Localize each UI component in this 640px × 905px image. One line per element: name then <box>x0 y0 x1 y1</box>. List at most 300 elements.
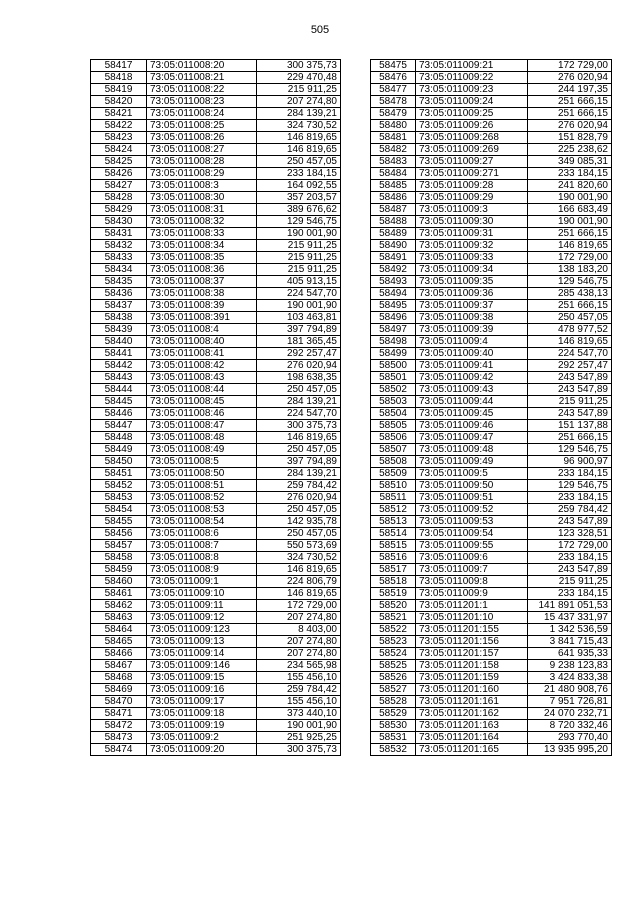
cadastral-number-cell: 73:05:011009:10 <box>147 588 257 600</box>
row-number-cell: 58445 <box>91 396 147 408</box>
table-row <box>371 360 612 372</box>
row-number-cell: 58505 <box>371 420 416 432</box>
table-row <box>371 720 612 732</box>
row-number-cell: 58444 <box>91 384 147 396</box>
value-cell: 155 456,10 <box>257 696 341 708</box>
table-row <box>91 564 341 576</box>
value-cell: 276 020,94 <box>528 72 612 84</box>
value-cell: 172 729,00 <box>528 252 612 264</box>
value-cell: 190 001,90 <box>257 720 341 732</box>
cadastral-number-cell: 73:05:011008:44 <box>147 384 257 396</box>
cadastral-number-cell: 73:05:011008:391 <box>147 312 257 324</box>
value-cell: 224 547,70 <box>257 288 341 300</box>
value-cell: 215 911,25 <box>257 84 341 96</box>
cadastral-number-cell: 73:05:011201:165 <box>416 744 528 756</box>
table-row <box>91 708 341 720</box>
cadastral-number-cell: 73:05:011008:33 <box>147 228 257 240</box>
table-row <box>371 216 612 228</box>
table-row <box>91 420 341 432</box>
row-number-cell: 58512 <box>371 504 416 516</box>
table-row <box>91 672 341 684</box>
table-row <box>371 468 612 480</box>
row-number-cell: 58466 <box>91 648 147 660</box>
table-row <box>91 228 341 240</box>
row-number-cell: 58484 <box>371 168 416 180</box>
row-number-cell: 58526 <box>371 672 416 684</box>
cadastral-number-cell: 73:05:011008:20 <box>147 60 257 72</box>
value-cell: 250 457,05 <box>257 528 341 540</box>
table-row <box>91 348 341 360</box>
cadastral-number-cell: 73:05:011008:38 <box>147 288 257 300</box>
row-number-cell: 58452 <box>91 480 147 492</box>
value-cell: 146 819,65 <box>257 132 341 144</box>
value-cell: 190 001,90 <box>528 192 612 204</box>
value-cell: 172 729,00 <box>257 600 341 612</box>
cadastral-number-cell: 73:05:011008:6 <box>147 528 257 540</box>
value-cell: 123 328,51 <box>528 528 612 540</box>
row-number-cell: 58429 <box>91 204 147 216</box>
table-row <box>371 564 612 576</box>
value-cell: 233 184,15 <box>528 168 612 180</box>
row-number-cell: 58480 <box>371 120 416 132</box>
row-number-cell: 58441 <box>91 348 147 360</box>
table-row <box>91 168 341 180</box>
table-row <box>371 624 612 636</box>
row-number-cell: 58502 <box>371 384 416 396</box>
value-cell: 190 001,90 <box>257 228 341 240</box>
table-row <box>371 72 612 84</box>
value-cell: 243 547,89 <box>528 408 612 420</box>
table-row <box>91 624 341 636</box>
table-row <box>91 132 341 144</box>
cadastral-number-cell: 73:05:011008:45 <box>147 396 257 408</box>
value-cell: 397 794,89 <box>257 456 341 468</box>
row-number-cell: 58435 <box>91 276 147 288</box>
table-row <box>371 252 612 264</box>
row-number-cell: 58514 <box>371 528 416 540</box>
cadastral-number-cell: 73:05:011009:32 <box>416 240 528 252</box>
value-cell: 3 841 715,43 <box>528 636 612 648</box>
row-number-cell: 58507 <box>371 444 416 456</box>
row-number-cell: 58513 <box>371 516 416 528</box>
cadastral-number-cell: 73:05:011009:28 <box>416 180 528 192</box>
cadastral-number-cell: 73:05:011009:9 <box>416 588 528 600</box>
row-number-cell: 58519 <box>371 588 416 600</box>
cadastral-number-cell: 73:05:011008:4 <box>147 324 257 336</box>
table-row <box>91 720 341 732</box>
value-cell: 250 457,05 <box>528 312 612 324</box>
cadastral-number-cell: 73:05:011008:23 <box>147 96 257 108</box>
table-row <box>91 144 341 156</box>
table-row <box>371 60 612 72</box>
row-number-cell: 58476 <box>371 72 416 84</box>
table-row <box>91 240 341 252</box>
cadastral-number-cell: 73:05:011008:49 <box>147 444 257 456</box>
value-cell: 250 457,05 <box>257 444 341 456</box>
table-row <box>91 180 341 192</box>
value-cell: 207 274,80 <box>257 648 341 660</box>
value-cell: 207 274,80 <box>257 96 341 108</box>
cadastral-number-cell: 73:05:011008:32 <box>147 216 257 228</box>
cadastral-number-cell: 73:05:011201:161 <box>416 696 528 708</box>
table-row <box>91 108 341 120</box>
row-number-cell: 58520 <box>371 600 416 612</box>
value-cell: 478 977,52 <box>528 324 612 336</box>
table-row <box>91 540 341 552</box>
value-cell: 229 470,48 <box>257 72 341 84</box>
cadastral-number-cell: 73:05:011009:2 <box>147 732 257 744</box>
row-number-cell: 58504 <box>371 408 416 420</box>
row-number-cell: 58477 <box>371 84 416 96</box>
value-cell: 224 547,70 <box>528 348 612 360</box>
cadastral-number-cell: 73:05:011009:39 <box>416 324 528 336</box>
table-row <box>371 432 612 444</box>
table-row <box>371 300 612 312</box>
cadastral-number-cell: 73:05:011008:42 <box>147 360 257 372</box>
row-number-cell: 58479 <box>371 108 416 120</box>
table-row <box>91 516 341 528</box>
table-row <box>371 636 612 648</box>
table-row <box>91 216 341 228</box>
row-number-cell: 58481 <box>371 132 416 144</box>
cadastral-number-cell: 73:05:011201:160 <box>416 684 528 696</box>
value-cell: 324 730,52 <box>257 120 341 132</box>
value-cell: 284 139,21 <box>257 396 341 408</box>
cadastral-number-cell: 73:05:011009:1 <box>147 576 257 588</box>
table-row <box>91 588 341 600</box>
value-cell: 164 092,55 <box>257 180 341 192</box>
table-row <box>91 360 341 372</box>
row-number-cell: 58423 <box>91 132 147 144</box>
row-number-cell: 58421 <box>91 108 147 120</box>
row-number-cell: 58456 <box>91 528 147 540</box>
cadastral-number-cell: 73:05:011009:7 <box>416 564 528 576</box>
value-cell: 146 819,65 <box>528 336 612 348</box>
value-cell: 284 139,21 <box>257 468 341 480</box>
row-number-cell: 58427 <box>91 180 147 192</box>
cadastral-number-cell: 73:05:011009:40 <box>416 348 528 360</box>
cadastral-number-cell: 73:05:011009:271 <box>416 168 528 180</box>
table-row <box>91 612 341 624</box>
table-row <box>371 612 612 624</box>
value-cell: 129 546,75 <box>528 276 612 288</box>
value-cell: 129 546,75 <box>257 216 341 228</box>
value-cell: 324 730,52 <box>257 552 341 564</box>
cadastral-number-cell: 73:05:011009:22 <box>416 72 528 84</box>
value-cell: 233 184,15 <box>528 492 612 504</box>
value-cell: 215 911,25 <box>528 396 612 408</box>
cadastral-number-cell: 73:05:011009:34 <box>416 264 528 276</box>
value-cell: 215 911,25 <box>528 576 612 588</box>
row-number-cell: 58471 <box>91 708 147 720</box>
cadastral-number-cell: 73:05:011009:8 <box>416 576 528 588</box>
value-cell: 129 546,75 <box>528 480 612 492</box>
table-row <box>371 408 612 420</box>
table-row <box>91 684 341 696</box>
cadastral-number-cell: 73:05:011008:53 <box>147 504 257 516</box>
table-row <box>91 312 341 324</box>
table-row <box>371 240 612 252</box>
row-number-cell: 58472 <box>91 720 147 732</box>
table-row <box>371 96 612 108</box>
row-number-cell: 58531 <box>371 732 416 744</box>
value-cell: 397 794,89 <box>257 324 341 336</box>
cadastral-number-cell: 73:05:011009:45 <box>416 408 528 420</box>
value-cell: 215 911,25 <box>257 264 341 276</box>
cadastral-number-cell: 73:05:011009:16 <box>147 684 257 696</box>
cadastral-number-cell: 73:05:011009:42 <box>416 372 528 384</box>
cadastral-number-cell: 73:05:011008:54 <box>147 516 257 528</box>
value-cell: 250 457,05 <box>257 384 341 396</box>
table-row <box>371 492 612 504</box>
row-number-cell: 58492 <box>371 264 416 276</box>
value-cell: 357 203,57 <box>257 192 341 204</box>
row-number-cell: 58470 <box>91 696 147 708</box>
value-cell: 24 070 232,71 <box>528 708 612 720</box>
cadastral-number-cell: 73:05:011008:28 <box>147 156 257 168</box>
value-cell: 3 424 833,38 <box>528 672 612 684</box>
value-cell: 9 238 123,83 <box>528 660 612 672</box>
value-cell: 15 437 331,97 <box>528 612 612 624</box>
cadastral-number-cell: 73:05:011008:36 <box>147 264 257 276</box>
cadastral-number-cell: 73:05:011009:146 <box>147 660 257 672</box>
cadastral-number-cell: 73:05:011009:54 <box>416 528 528 540</box>
cadastral-number-cell: 73:05:011009:46 <box>416 420 528 432</box>
table-row <box>91 384 341 396</box>
table-row <box>371 204 612 216</box>
value-cell: 103 463,81 <box>257 312 341 324</box>
value-cell: 259 784,42 <box>528 504 612 516</box>
value-cell: 251 666,15 <box>528 96 612 108</box>
row-number-cell: 58474 <box>91 744 147 756</box>
table-row <box>91 576 341 588</box>
row-number-cell: 58496 <box>371 312 416 324</box>
cadastral-number-cell: 73:05:011009:6 <box>416 552 528 564</box>
row-number-cell: 58524 <box>371 648 416 660</box>
cadastral-number-cell: 73:05:011009:19 <box>147 720 257 732</box>
row-number-cell: 58446 <box>91 408 147 420</box>
table-row <box>371 372 612 384</box>
cadastral-number-cell: 73:05:011009:52 <box>416 504 528 516</box>
table-row <box>371 288 612 300</box>
row-number-cell: 58483 <box>371 156 416 168</box>
table-row <box>371 120 612 132</box>
cadastral-number-cell: 73:05:011201:157 <box>416 648 528 660</box>
value-cell: 251 666,15 <box>528 108 612 120</box>
table-row <box>91 660 341 672</box>
cadastral-number-cell: 73:05:011008:8 <box>147 552 257 564</box>
value-cell: 233 184,15 <box>528 588 612 600</box>
row-number-cell: 58487 <box>371 204 416 216</box>
table-row <box>371 660 612 672</box>
table-row <box>371 684 612 696</box>
value-cell: 8 720 332,46 <box>528 720 612 732</box>
table-row <box>91 288 341 300</box>
table-row <box>91 264 341 276</box>
table-row <box>371 84 612 96</box>
row-number-cell: 58448 <box>91 432 147 444</box>
cadastral-number-cell: 73:05:011201:164 <box>416 732 528 744</box>
row-number-cell: 58509 <box>371 468 416 480</box>
cadastral-number-cell: 73:05:011009:48 <box>416 444 528 456</box>
row-number-cell: 58482 <box>371 144 416 156</box>
value-cell: 244 197,35 <box>528 84 612 96</box>
row-number-cell: 58425 <box>91 156 147 168</box>
table-row <box>371 696 612 708</box>
row-number-cell: 58417 <box>91 60 147 72</box>
row-number-cell: 58503 <box>371 396 416 408</box>
table-row <box>371 228 612 240</box>
cadastral-number-cell: 73:05:011009:38 <box>416 312 528 324</box>
cadastral-number-cell: 73:05:011201:10 <box>416 612 528 624</box>
row-number-cell: 58465 <box>91 636 147 648</box>
cadastral-number-cell: 73:05:011009:44 <box>416 396 528 408</box>
table-row <box>91 468 341 480</box>
value-cell: 146 819,65 <box>257 564 341 576</box>
cadastral-number-cell: 73:05:011201:155 <box>416 624 528 636</box>
cadastral-number-cell: 73:05:011009:21 <box>416 60 528 72</box>
row-number-cell: 58447 <box>91 420 147 432</box>
row-number-cell: 58521 <box>371 612 416 624</box>
row-number-cell: 58458 <box>91 552 147 564</box>
table-row <box>91 444 341 456</box>
cadastral-number-cell: 73:05:011009:43 <box>416 384 528 396</box>
row-number-cell: 58460 <box>91 576 147 588</box>
value-cell: 250 457,05 <box>257 156 341 168</box>
table-row <box>371 744 612 756</box>
table-row <box>91 96 341 108</box>
row-number-cell: 58516 <box>371 552 416 564</box>
cadastral-number-cell: 73:05:011009:11 <box>147 600 257 612</box>
cadastral-number-cell: 73:05:011008:35 <box>147 252 257 264</box>
value-cell: 233 184,15 <box>528 552 612 564</box>
value-cell: 215 911,25 <box>257 240 341 252</box>
value-cell: 284 139,21 <box>257 108 341 120</box>
table-row <box>371 480 612 492</box>
value-cell: 7 951 726,81 <box>528 696 612 708</box>
value-cell: 259 784,42 <box>257 480 341 492</box>
row-number-cell: 58462 <box>91 600 147 612</box>
cadastral-number-cell: 73:05:011008:5 <box>147 456 257 468</box>
table-row <box>371 540 612 552</box>
table-row <box>91 744 341 756</box>
table-row <box>91 504 341 516</box>
value-cell: 224 806,79 <box>257 576 341 588</box>
value-cell: 151 137,88 <box>528 420 612 432</box>
table-row <box>91 600 341 612</box>
table-row <box>371 516 612 528</box>
row-number-cell: 58522 <box>371 624 416 636</box>
right-data-table <box>370 59 612 756</box>
value-cell: 146 819,65 <box>257 144 341 156</box>
row-number-cell: 58457 <box>91 540 147 552</box>
value-cell: 198 638,35 <box>257 372 341 384</box>
table-row <box>371 156 612 168</box>
table-row <box>371 180 612 192</box>
table-row <box>91 528 341 540</box>
row-number-cell: 58467 <box>91 660 147 672</box>
row-number-cell: 58500 <box>371 360 416 372</box>
cadastral-number-cell: 73:05:011009:26 <box>416 120 528 132</box>
value-cell: 1 342 536,59 <box>528 624 612 636</box>
row-number-cell: 58464 <box>91 624 147 636</box>
value-cell: 207 274,80 <box>257 612 341 624</box>
row-number-cell: 58442 <box>91 360 147 372</box>
value-cell: 349 085,31 <box>528 156 612 168</box>
row-number-cell: 58490 <box>371 240 416 252</box>
table-row <box>371 144 612 156</box>
table-row <box>371 708 612 720</box>
row-number-cell: 58510 <box>371 480 416 492</box>
value-cell: 146 819,65 <box>257 432 341 444</box>
cadastral-number-cell: 73:05:011008:29 <box>147 168 257 180</box>
row-number-cell: 58461 <box>91 588 147 600</box>
table-row <box>371 312 612 324</box>
value-cell: 190 001,90 <box>528 216 612 228</box>
table-row <box>371 324 612 336</box>
cadastral-number-cell: 73:05:011008:47 <box>147 420 257 432</box>
cadastral-number-cell: 73:05:011201:162 <box>416 708 528 720</box>
table-row <box>91 324 341 336</box>
value-cell: 243 547,89 <box>528 384 612 396</box>
cadastral-number-cell: 73:05:011009:5 <box>416 468 528 480</box>
table-row <box>91 252 341 264</box>
row-number-cell: 58488 <box>371 216 416 228</box>
row-number-cell: 58449 <box>91 444 147 456</box>
table-row <box>91 372 341 384</box>
cadastral-number-cell: 73:05:011009:50 <box>416 480 528 492</box>
row-number-cell: 58491 <box>371 252 416 264</box>
value-cell: 641 935,33 <box>528 648 612 660</box>
value-cell: 243 547,89 <box>528 516 612 528</box>
table-row <box>371 336 612 348</box>
value-cell: 292 257,47 <box>257 348 341 360</box>
value-cell: 233 184,15 <box>528 468 612 480</box>
value-cell: 550 573,69 <box>257 540 341 552</box>
row-number-cell: 58459 <box>91 564 147 576</box>
row-number-cell: 58463 <box>91 612 147 624</box>
value-cell: 172 729,00 <box>528 60 612 72</box>
cadastral-number-cell: 73:05:011008:22 <box>147 84 257 96</box>
cadastral-number-cell: 73:05:011201:158 <box>416 660 528 672</box>
row-number-cell: 58451 <box>91 468 147 480</box>
cadastral-number-cell: 73:05:011008:3 <box>147 180 257 192</box>
row-number-cell: 58511 <box>371 492 416 504</box>
row-number-cell: 58455 <box>91 516 147 528</box>
table-row <box>91 156 341 168</box>
value-cell: 181 365,45 <box>257 336 341 348</box>
value-cell: 251 666,15 <box>528 228 612 240</box>
cadastral-number-cell: 73:05:011008:31 <box>147 204 257 216</box>
cadastral-number-cell: 73:05:011009:123 <box>147 624 257 636</box>
row-number-cell: 58434 <box>91 264 147 276</box>
row-number-cell: 58438 <box>91 312 147 324</box>
row-number-cell: 58433 <box>91 252 147 264</box>
value-cell: 259 784,42 <box>257 684 341 696</box>
table-row <box>371 396 612 408</box>
cadastral-number-cell: 73:05:011009:24 <box>416 96 528 108</box>
cadastral-number-cell: 73:05:011008:21 <box>147 72 257 84</box>
row-number-cell: 58517 <box>371 564 416 576</box>
row-number-cell: 58528 <box>371 696 416 708</box>
table-row <box>371 108 612 120</box>
value-cell: 234 565,98 <box>257 660 341 672</box>
value-cell: 243 547,89 <box>528 564 612 576</box>
table-row <box>371 276 612 288</box>
row-number-cell: 58508 <box>371 456 416 468</box>
cadastral-number-cell: 73:05:011008:9 <box>147 564 257 576</box>
value-cell: 405 913,15 <box>257 276 341 288</box>
